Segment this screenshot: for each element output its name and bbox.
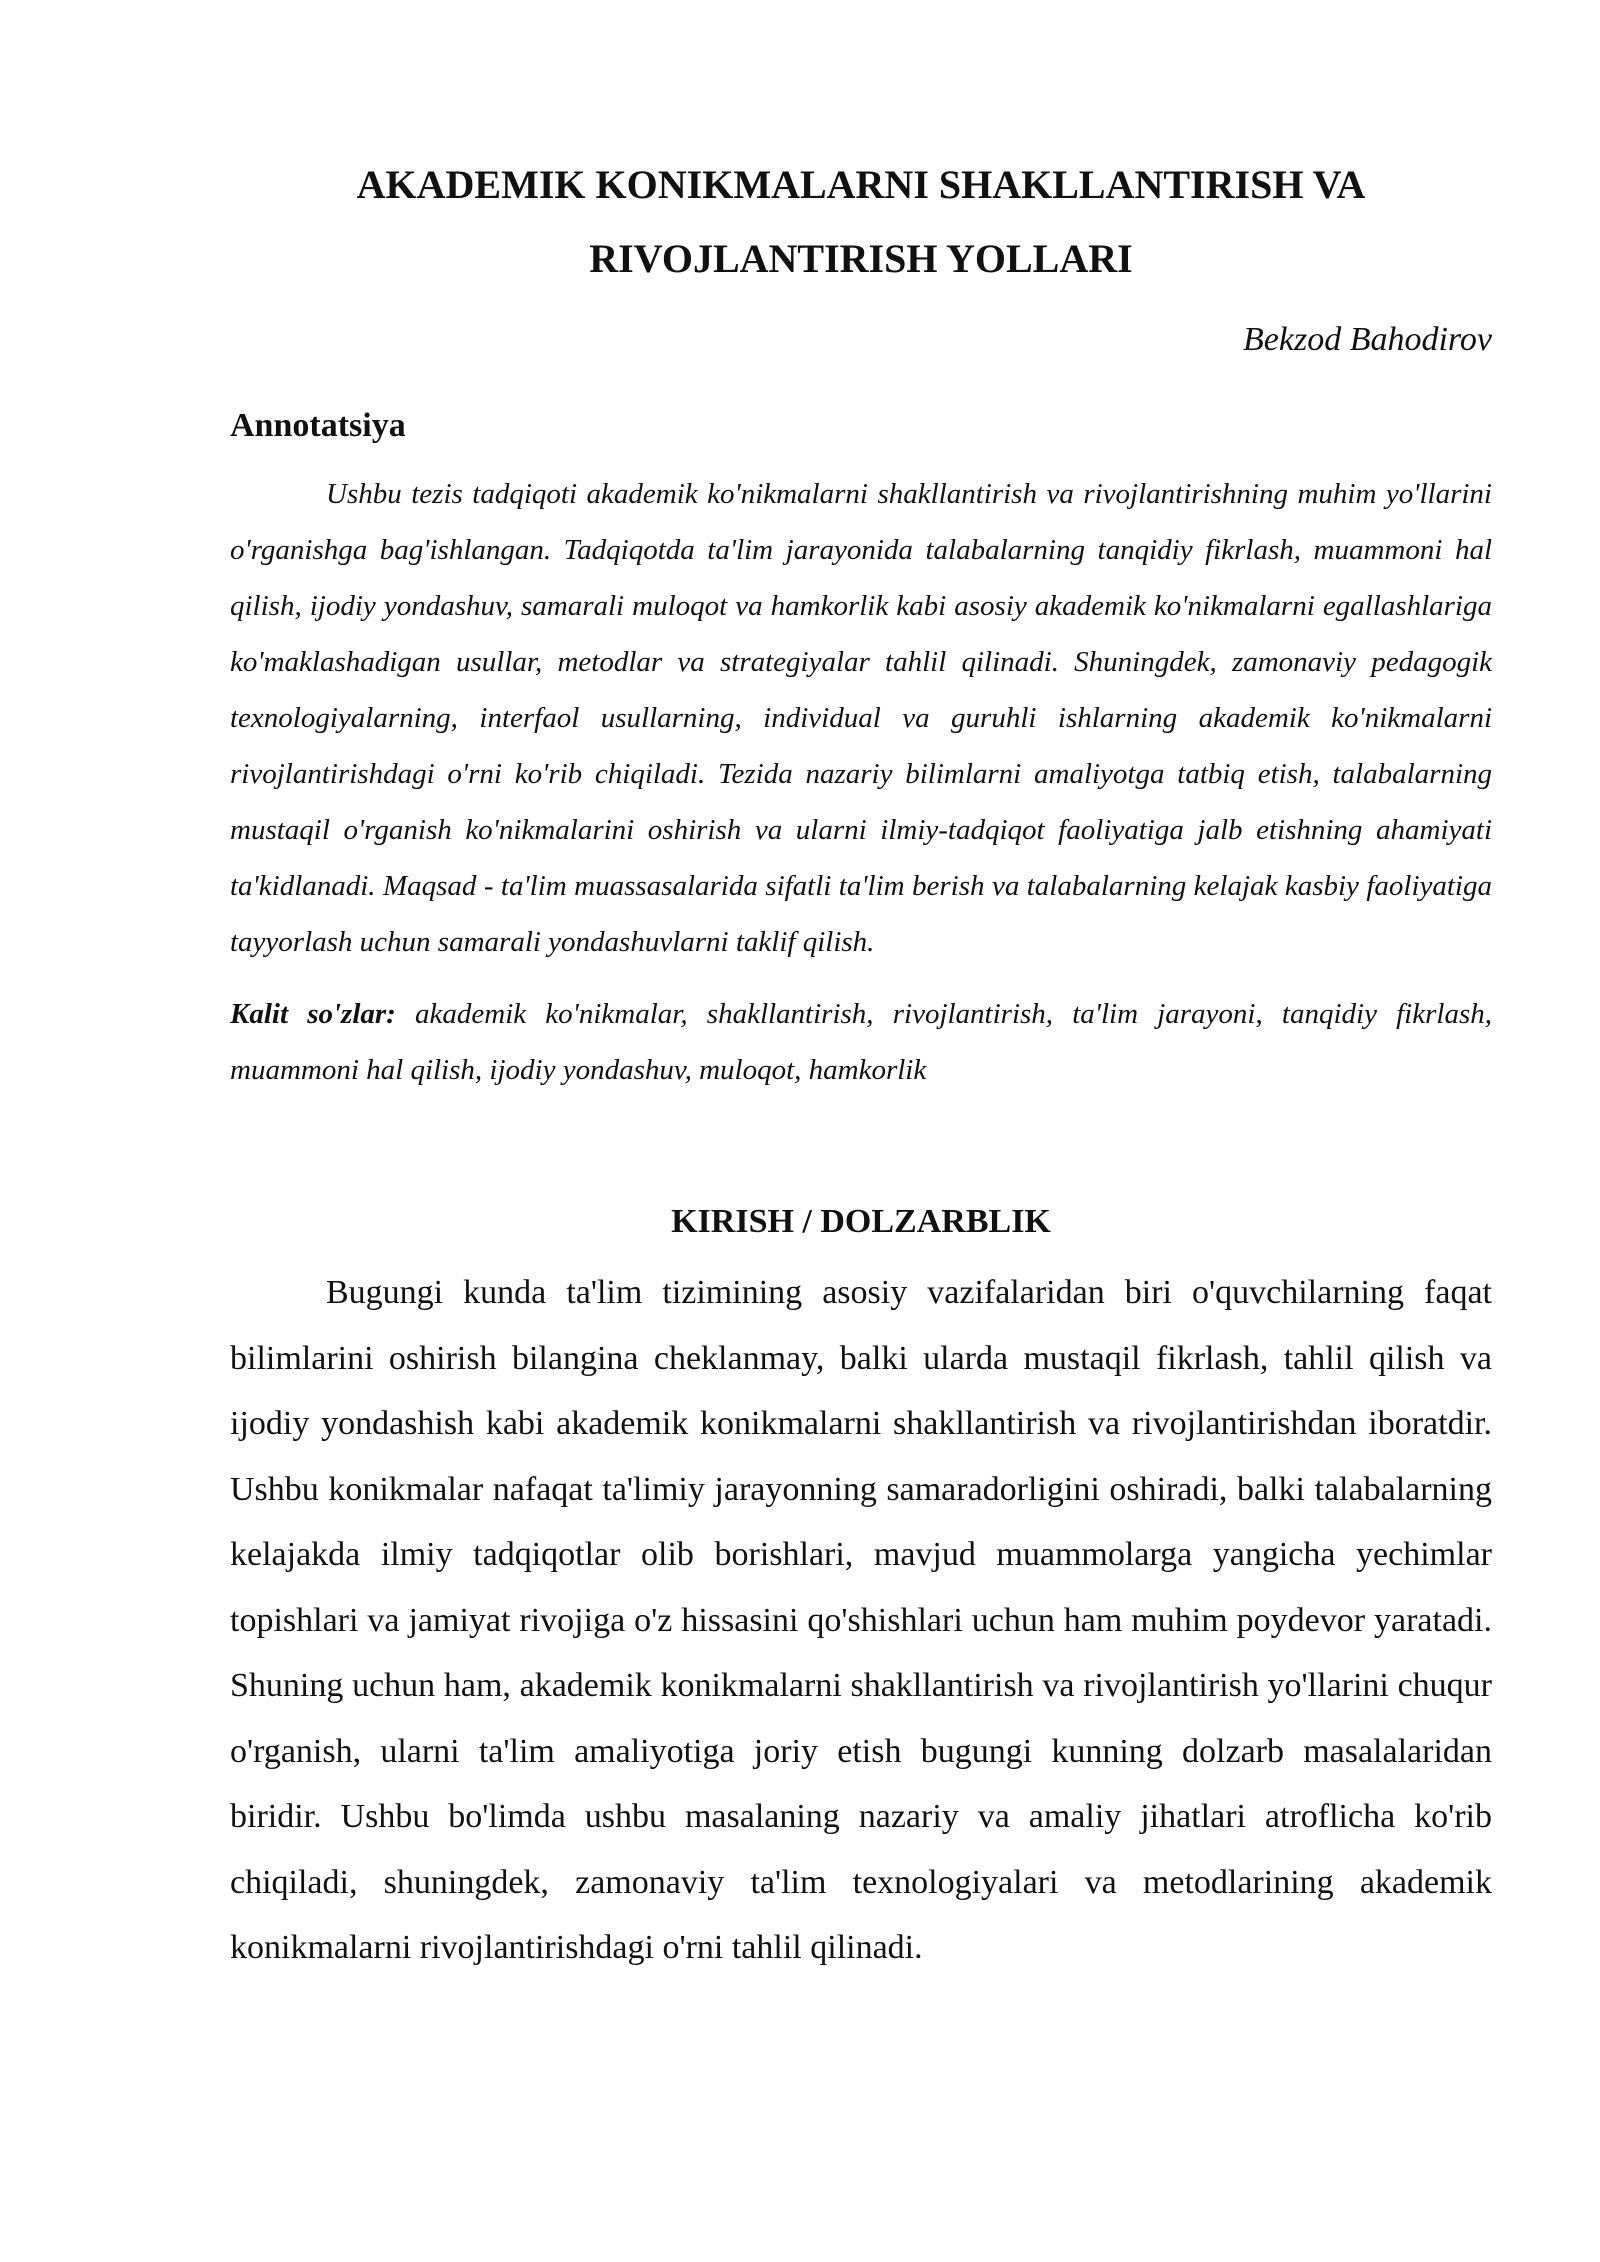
document-title: AKADEMIK KONIKMALARNI SHAKLLANTIRISH VA RIVOJLANTIRISH YOLLARI	[356, 162, 1366, 281]
document-content	[230, 148, 1492, 1981]
abstract-paragraph: Ushbu tezis tadqiqoti akademik ko'nikmalarni shakllantirish va rivojlantirishning muhim yo'llarini o'rganishga bag'ishlangan. Tadqiqotda ta'lim jarayonida talabalarning tanqidiy fikrlash, muammoni hal qilish, ijodiy yondashuv, samarali muloqot va hamkorlik kabi asosiy akademik ko'nikmalarni egallashlariga ko'maklashadigan usullar, metodlar va strategiyalar tahlil qilinadi. Shuningdek, zamonaviy pedagogik texnologiyalarning, interfaol usullarning, individual va guruhli ishlarning akademik ko'nikmalarni rivojlantirishdagi o'rni ko'rib chiqiladi. Tezida nazariy bilimlarni amaliyotga tatbiq etish, talabalarning mustaqil o'rganish ko'nikmalarini oshirish va ularni ilmiy-tadqiqot faoliyatiga jalb etishning ahamiyati ta'kidlanadi. Maqsad - ta'lim muassasalarida sifatli ta'lim berish va talabalarning kelajak kasbiy faoliyatiga tayyorlash uchun samarali yondashuvlarni taklif qilish.	[230, 478, 1492, 958]
keywords-list: akademik ko'nikmalar, shakllantirish, rivojlantirish, ta'lim jarayoni, tanqidiy fikrlash, muammoni hal qilish, ijodiy yondashuv, muloqot, hamkorlik	[230, 998, 1492, 1086]
abstract-heading: Annotatsiya	[230, 407, 406, 444]
section-heading-introduction: KIRISH / DOLZARBLIK	[671, 1203, 1051, 1240]
author-name: Bekzod Bahodirov	[1243, 321, 1492, 358]
introduction-paragraph: Bugungi kunda ta'lim tizimining asosiy vazifalaridan biri o'quvchilarning faqat bilimlarini oshirish bilangina cheklanmay, balki ularda mustaqil fikrlash, tahlil qilish va ijodiy yondashish kabi akademik konikmalarni shakllantirish va rivojlantirishdan iboratdir. Ushbu konikmalar nafaqat ta'limiy jarayonning samaradorligini oshiradi, balki talabalarning kelajakda ilmiy tadqiqotlar olib borishlari, mavjud muammolarga yangicha yechimlar topishlari va jamiyat rivojiga o'z hissasini qo'shishlari uchun ham muhim poydevor yaratadi. Shuning uchun ham, akademik konikmalarni shakllantirish va rivojlantirish yo'llarini chuqur o'rganish, ularni ta'lim amaliyotiga joriy etish bugungi kunning dolzarb masalalaridan biridir. Ushbu bo'limda ushbu masalaning nazariy va amaliy jihatlari atroflicha ko'rib chiqiladi, shuningdek, zamonaviy ta'lim texnologiyalari va metodlarining akademik konikmalarni rivojlantirishdagi o'rni tahlil qilinadi.	[230, 1274, 1492, 1966]
keywords-label: Kalit so'zlar:	[230, 998, 396, 1030]
keywords-paragraph	[230, 986, 1492, 1098]
